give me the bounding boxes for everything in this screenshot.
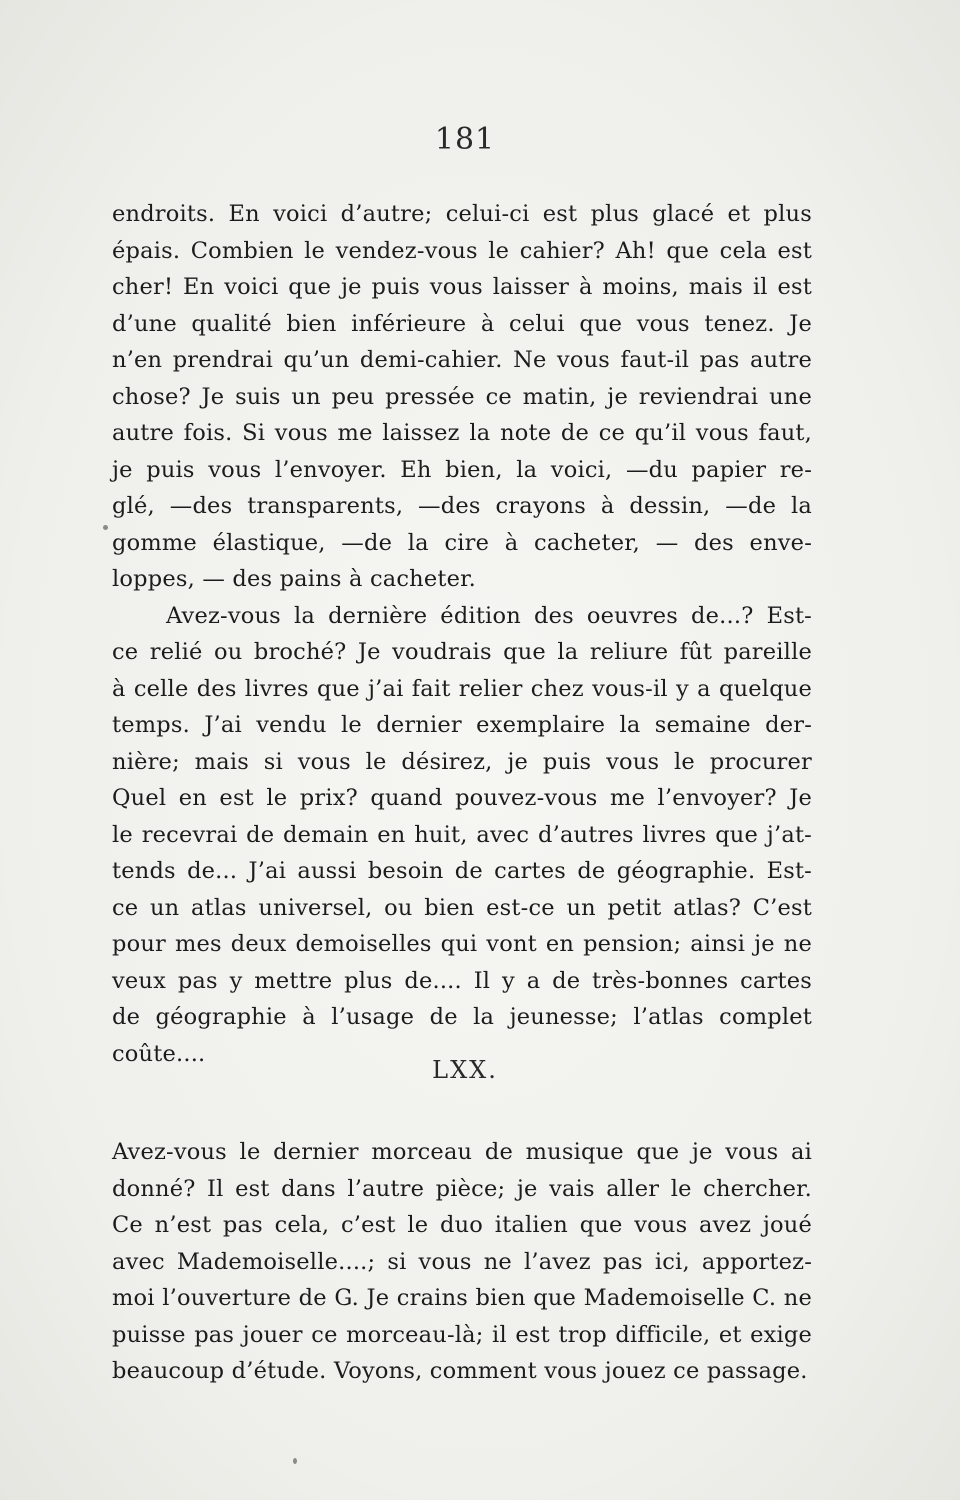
text-line: coûte....: [112, 1040, 206, 1067]
text-line: ce relié ou broché? Je voudrais que la reliure fût pareille: [112, 639, 812, 665]
text-line: donné? Il est dans l’autre pièce; je vais aller le chercher.: [112, 1175, 812, 1202]
text-line: puisse pas jouer ce morceau-là; il est trop difficile, et exige: [112, 1321, 812, 1348]
text-line: Avez-vous la dernière édition des oeuvres de...? Est-: [166, 602, 812, 629]
text-line: épais. Combien le vendez-vous le cahier? Ah! que cela est: [112, 237, 812, 264]
text-line: autre fois. Si vous me laissez la note de ce qu’il vous faut,: [112, 420, 812, 446]
text-line: d’une qualité bien inférieure à celui que vous tenez. Je: [112, 310, 812, 337]
ink-speck: [103, 525, 108, 530]
text-line: cher! En voici que je puis vous laisser à moins, mais il est: [112, 274, 812, 300]
text-line: je puis vous l’envoyer. Eh bien, la voici, —du papier re-: [112, 456, 812, 483]
text-line: le recevrai de demain en huit, avec d’autres livres que j’at-: [112, 821, 812, 848]
text-line: moi l’ouverture de G. Je crains bien que Mademoiselle C. ne: [112, 1285, 812, 1311]
text-line: Ce n’est pas cela, c’est le duo italien que vous avez joué: [112, 1212, 812, 1238]
text-line: loppes, — des pains à cacheter.: [112, 566, 476, 592]
text-line: de géographie à l’usage de la jeunesse; l’atlas complet: [112, 1004, 812, 1030]
text-block-upper: [112, 196, 812, 1072]
text-block-lower: [112, 1134, 812, 1390]
text-line: Quel en est le prix? quand pouvez-vous me l’envoyer? Je: [112, 785, 812, 811]
ink-speck: [293, 1458, 297, 1464]
text-line: beaucoup d’étude. Voyons, comment vous jouez ce passage.: [112, 1358, 808, 1384]
text-line: nière; mais si vous le désirez, je puis vous le procurer: [112, 748, 812, 775]
text-line: temps. J’ai vendu le dernier exemplaire la semaine der-: [112, 712, 812, 738]
text-line: gomme élastique, —de la cire à cacheter, — des enve-: [112, 529, 812, 556]
paragraph-1: [112, 196, 812, 598]
text-line: tends de... J’ai aussi besoin de cartes de géographie. Est-: [112, 858, 812, 884]
page-number: 181: [434, 122, 496, 157]
paragraph-3: [112, 1134, 812, 1390]
text-line: Avez-vous le dernier morceau de musique que je vous ai: [112, 1139, 812, 1165]
text-line: veux pas y mettre plus de.... Il y a de très-bonnes cartes: [112, 967, 812, 994]
text-line: endroits. En voici d’autre; celui-ci est plus glacé et plus: [112, 201, 812, 227]
text-line: avec Mademoiselle....; si vous ne l’avez pas ici, apportez-: [112, 1248, 812, 1275]
text-line: n’en prendrai qu’un demi-cahier. Ne vous faut-il pas autre: [112, 347, 812, 373]
text-line: ce un atlas universel, ou bien est-ce un petit atlas? C’est: [112, 894, 812, 921]
paragraph-2: [112, 598, 812, 1073]
section-heading: LXX.: [432, 1056, 498, 1084]
text-line: glé, —des transparents, —des crayons à dessin, —de la: [112, 493, 812, 519]
text-line: chose? Je suis un peu pressée ce matin, je reviendrai une: [112, 383, 812, 410]
text-line: à celle des livres que j’ai fait relier chez vous-il y a quelque: [112, 675, 812, 702]
text-line: pour mes deux demoiselles qui vont en pension; ainsi je ne: [112, 931, 812, 957]
